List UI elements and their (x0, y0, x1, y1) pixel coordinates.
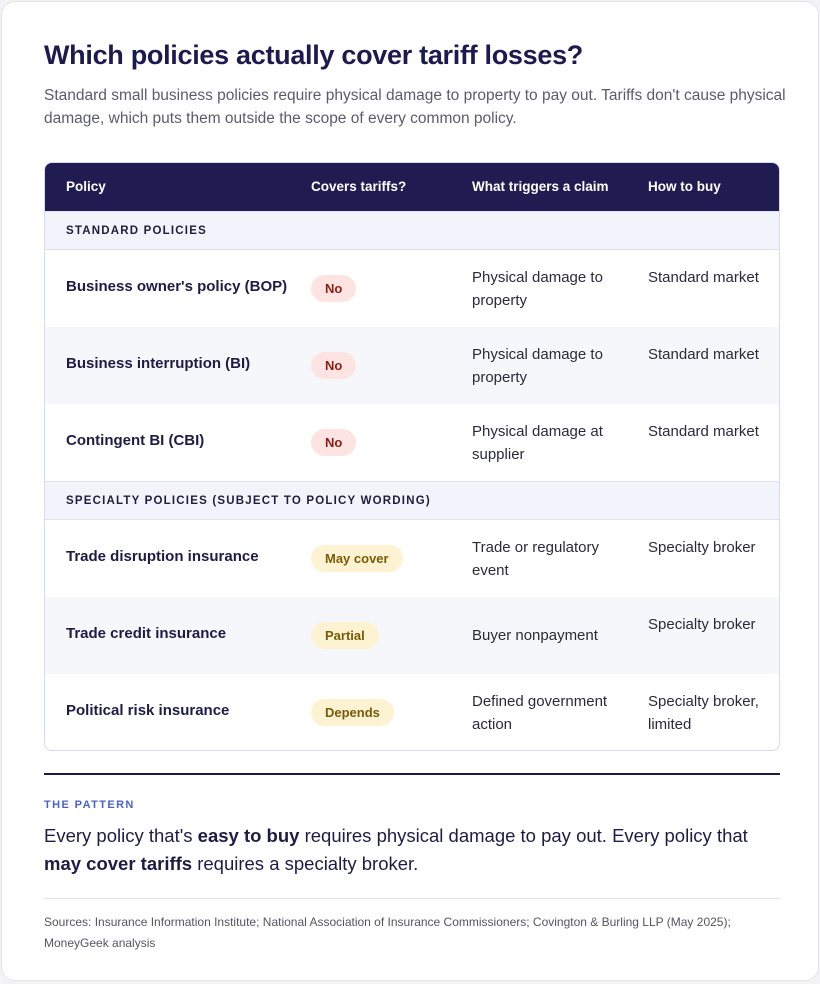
pattern-summary (44, 822, 784, 878)
page-title: Which policies actually cover tariff losses? (44, 40, 583, 70)
section-label: SPECIALTY POLICIES (SUBJECT TO POLICY WORDING) (66, 495, 431, 507)
claim-trigger: Physical damage to property (472, 269, 603, 309)
coverage-badge: No (311, 352, 356, 379)
coverage-badge: Partial (311, 622, 379, 649)
pattern-emphasis-tariffs: may cover tariffs (44, 853, 193, 874)
claim-trigger: Buyer nonpayment (472, 627, 598, 644)
section-header-standard (45, 211, 779, 250)
policy-name: Trade credit insurance (66, 625, 227, 642)
how-to-buy: Specialty broker (648, 616, 756, 633)
policy-name: Business interruption (BI) (66, 355, 251, 372)
policy-name: Trade disruption insurance (66, 548, 259, 565)
table-row (45, 250, 779, 327)
policy-table (44, 162, 780, 751)
section-label: STANDARD POLICIES (66, 225, 207, 237)
table-row (45, 404, 779, 481)
infographic-card (1, 1, 819, 981)
coverage-badge: No (311, 429, 356, 456)
policy-name: Political risk insurance (66, 702, 230, 719)
column-header-trigger: What triggers a claim (472, 179, 609, 194)
claim-trigger: Defined government action (472, 693, 608, 733)
how-to-buy: Standard market (648, 346, 759, 363)
how-to-buy: Standard market (648, 423, 759, 440)
coverage-badge: No (311, 275, 356, 302)
pattern-text-3: requires a specialty broker. (192, 853, 419, 874)
pattern-text-1: Every policy that's (44, 825, 198, 846)
pattern-label: THE PATTERN (44, 799, 135, 811)
footer-divider (44, 898, 780, 899)
page-subtitle: Standard small business policies require physical damage to property to pay out. Tariffs don't cause physical damage, which puts them outside the scope of every common policy. (44, 87, 786, 127)
how-to-buy: Specialty broker, limited (648, 693, 759, 733)
policy-name: Business owner's policy (BOP) (66, 278, 288, 295)
coverage-badge: Depends (311, 699, 394, 726)
how-to-buy: Specialty broker (648, 539, 756, 556)
how-to-buy: Standard market (648, 269, 759, 286)
table-row (45, 327, 779, 404)
sources-note: Sources: Insurance Information Institute; National Association of Insurance Commissioners; Covington & Burling LLP (May 2025); MoneyGeek analysis (44, 915, 731, 950)
claim-trigger: Physical damage at supplier (472, 423, 603, 463)
pattern-emphasis-easy: easy to buy (197, 825, 300, 846)
table-row (45, 597, 779, 674)
section-divider (44, 773, 780, 775)
column-header-covers: Covers tariffs? (311, 179, 407, 194)
claim-trigger: Trade or regulatory event (472, 539, 600, 579)
claim-trigger: Physical damage to property (472, 346, 603, 386)
table-header (45, 163, 779, 211)
column-header-policy: Policy (66, 179, 106, 194)
table-row (45, 674, 779, 751)
table-row (45, 520, 779, 597)
section-header-specialty (45, 481, 779, 520)
policy-name: Contingent BI (CBI) (66, 432, 205, 449)
column-header-buy: How to buy (648, 179, 721, 194)
pattern-text-2: requires physical damage to pay out. Every policy that (299, 825, 748, 846)
coverage-badge: May cover (311, 545, 403, 572)
